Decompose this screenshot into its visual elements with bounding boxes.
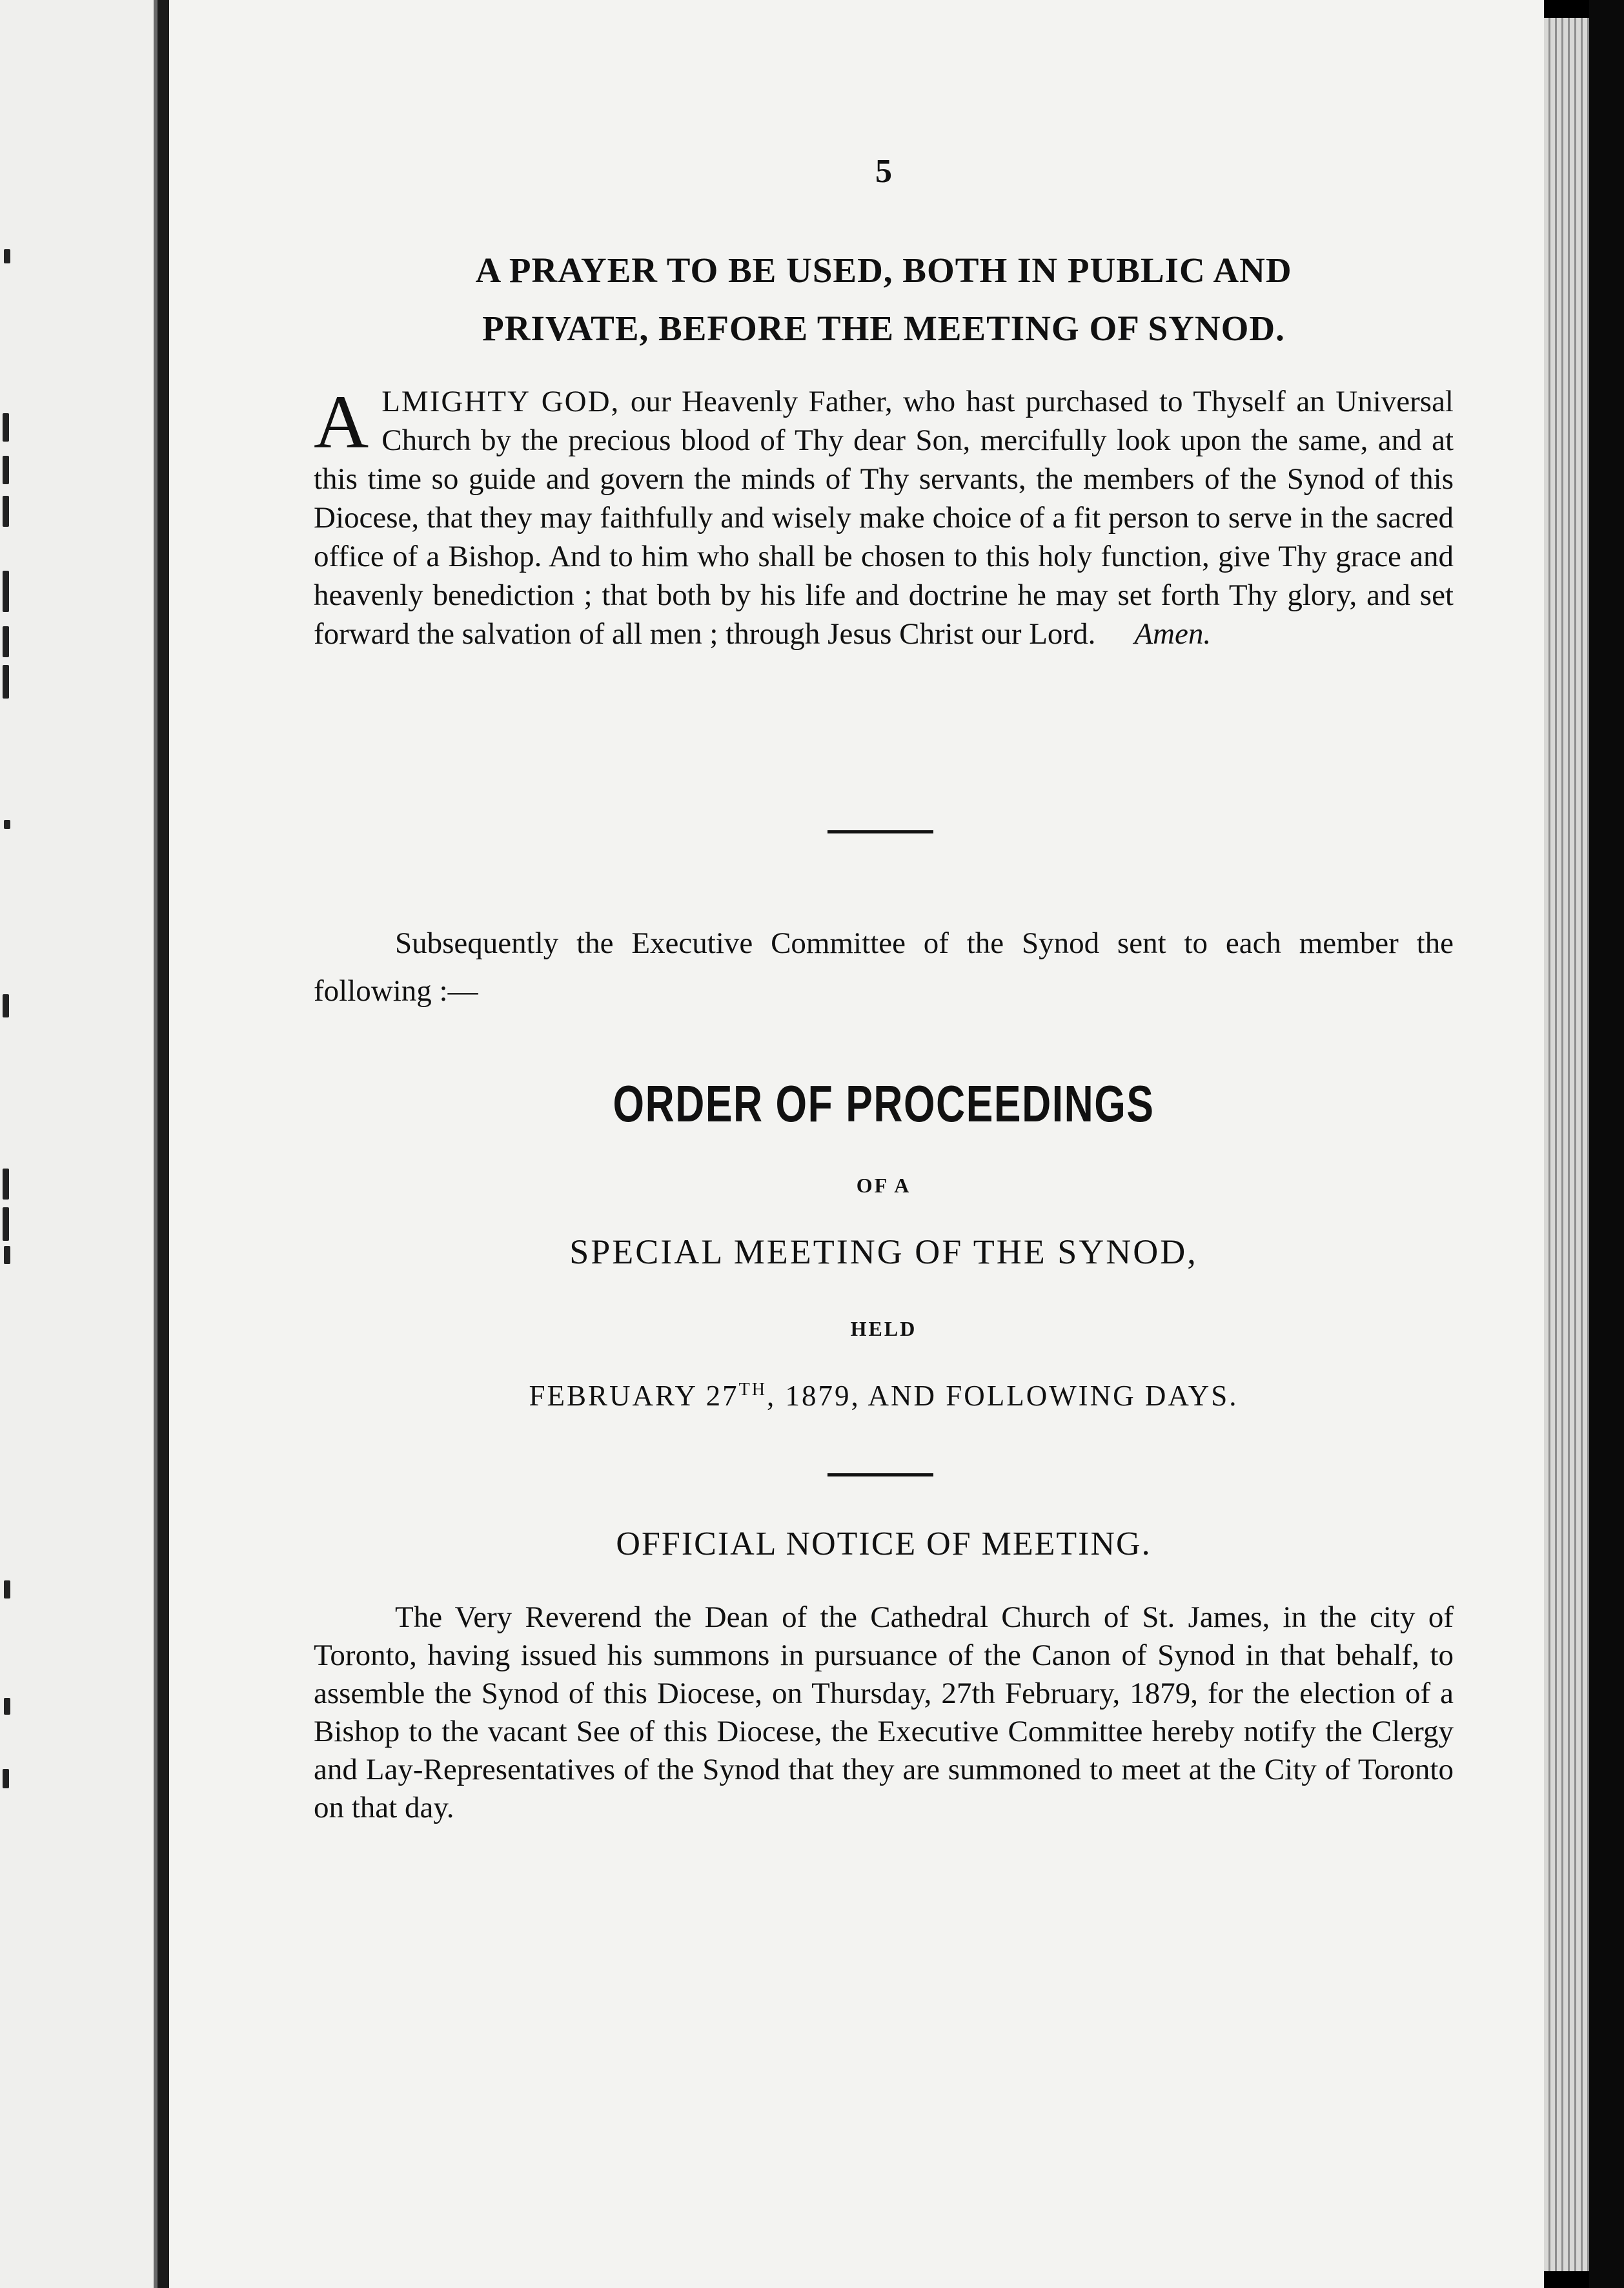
- prayer-heading: [314, 241, 1454, 358]
- prayer-body: our Heavenly Father, who hast purchased to Thyself an Universal Church by the precious blood of Thy dear Son, mercifully look upon the same, and at this time so guide and govern the minds of Thy servants, the members of the Synod of this Diocese, that they may faithfully and wisely make choice of a fit person to serve in the sacred office of a Bishop. And to him who shall be chosen to this holy function, give Thy grace and heavenly benediction ; that both by his life and doctrine he may set forth Thy glory, and set forward the salvation of all men ; through Jesus Christ our Lord.: [314, 385, 1454, 651]
- official-notice-text: The Very Reverend the Dean of the Cathedral Church of St. James, in the city of Toronto, having issued his summons in pursuance of the Canon of Synod in that behalf, to assemble the Synod of this Diocese, on Thursday, 27th February, 1879, for the election of a Bishop to the vacant See of this Diocese, the Executive Committee hereby notify the Clergy and Lay-Representatives of the Synod that they are summoned to meet at the City of Toronto on that day.: [314, 1600, 1454, 1824]
- page-number: 5: [875, 153, 892, 190]
- prayer-amen: Amen.: [1134, 617, 1212, 651]
- subsequently-paragraph: Subsequently the Executive Committee of the Synod sent to each member the following :—: [314, 926, 1454, 1008]
- prayer-heading-line-1: A PRAYER TO BE USED, BOTH IN PUBLIC AND: [475, 250, 1292, 290]
- dates-prefix: FEBRUARY 27: [529, 1380, 739, 1412]
- of-a-label: OF A: [856, 1174, 911, 1197]
- dates-ordinal: TH: [738, 1380, 767, 1400]
- page-edges: [1544, 18, 1589, 2271]
- prayer-lead: LMIGHTY GOD,: [381, 385, 620, 418]
- official-notice-heading: OFFICIAL NOTICE OF MEETING.: [616, 1526, 1152, 1562]
- drop-cap: A: [314, 380, 369, 464]
- section-divider: [827, 830, 933, 833]
- book-gutter: [157, 0, 169, 2288]
- prayer-heading-line-2: PRIVATE, BEFORE THE MEETING OF SYNOD.: [482, 309, 1285, 348]
- section-divider-2: [827, 1473, 933, 1476]
- dates-suffix: , 1879, AND FOLLOWING DAYS.: [766, 1380, 1239, 1412]
- held-label: HELD: [850, 1317, 917, 1340]
- prayer-text: [314, 382, 1454, 653]
- special-meeting-line: SPECIAL MEETING OF THE SYNOD,: [569, 1232, 1198, 1271]
- scan-shadow: [1589, 0, 1624, 2288]
- left-page-edge: [0, 0, 157, 2288]
- meeting-dates: [314, 1379, 1454, 1413]
- order-of-proceedings-title: ORDER OF PROCEEDINGS: [613, 1075, 1155, 1132]
